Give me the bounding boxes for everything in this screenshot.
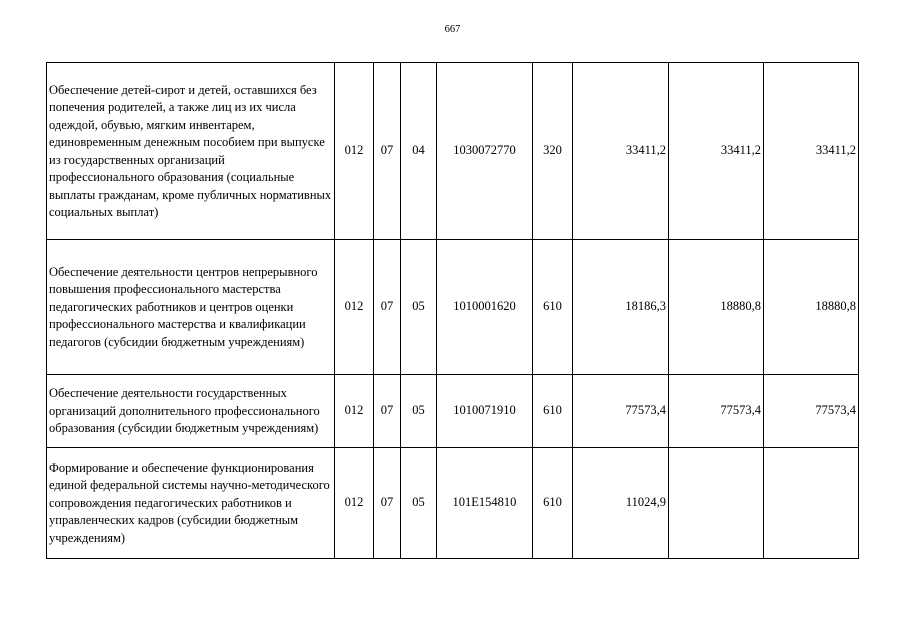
table-row [47, 63, 859, 240]
amount-3-cell [764, 448, 859, 559]
expense-type-cell: 610 [533, 375, 573, 448]
ministry-code-cell: 012 [335, 240, 374, 375]
amount-1-cell: 18186,3 [573, 240, 669, 375]
amount-2-cell [669, 448, 764, 559]
row-description: Обеспечение деятельности государственных организаций дополнительного профессионального образования (субсидии бюджетным учреждениям) [47, 375, 335, 448]
section-code-cell: 07 [374, 63, 401, 240]
amount-1-cell: 33411,2 [573, 63, 669, 240]
row-description: Обеспечение деятельности центров непрерывного повышения профессионального мастерства педагогических работников и центров оценки профессионального мастерства и квалификации педагогов (субсидии бюджетным учреждениям) [47, 240, 335, 375]
row-description: Обеспечение детей-сирот и детей, оставшихся без попечения родителей, а также лиц из их числа одеждой, обувью, мягким инвентарем, единовременным денежным пособием при выпуске из государственных организаций профессионального образования (социальные выплаты гражданам, кроме публичных нормативных социальных выплат) [47, 63, 335, 240]
table-row [47, 448, 859, 559]
amount-2-cell: 33411,2 [669, 63, 764, 240]
ministry-code-cell: 012 [335, 63, 374, 240]
amount-3-cell: 33411,2 [764, 63, 859, 240]
target-item-cell: 101E154810 [437, 448, 533, 559]
expense-type-cell: 610 [533, 448, 573, 559]
amount-2-cell: 18880,8 [669, 240, 764, 375]
amount-1-cell: 77573,4 [573, 375, 669, 448]
budget-table [46, 62, 859, 559]
amount-2-cell: 77573,4 [669, 375, 764, 448]
ministry-code-cell: 012 [335, 448, 374, 559]
target-item-cell: 1010071910 [437, 375, 533, 448]
amount-3-cell: 77573,4 [764, 375, 859, 448]
subsection-code-cell: 05 [401, 240, 437, 375]
section-code-cell: 07 [374, 448, 401, 559]
subsection-code-cell: 05 [401, 375, 437, 448]
expense-type-cell: 610 [533, 240, 573, 375]
subsection-code-cell: 05 [401, 448, 437, 559]
subsection-code-cell: 04 [401, 63, 437, 240]
amount-1-cell: 11024,9 [573, 448, 669, 559]
section-code-cell: 07 [374, 240, 401, 375]
table-row [47, 240, 859, 375]
target-item-cell: 1030072770 [437, 63, 533, 240]
row-description: Формирование и обеспечение функционирования единой федеральной системы научно-методического сопровождения педагогических работников и управленческих кадров (субсидии бюджетным учреждениям) [47, 448, 335, 559]
section-code-cell: 07 [374, 375, 401, 448]
amount-3-cell: 18880,8 [764, 240, 859, 375]
target-item-cell: 1010001620 [437, 240, 533, 375]
page-number: 667 [444, 24, 461, 35]
expense-type-cell: 320 [533, 63, 573, 240]
ministry-code-cell: 012 [335, 375, 374, 448]
table-row [47, 375, 859, 448]
